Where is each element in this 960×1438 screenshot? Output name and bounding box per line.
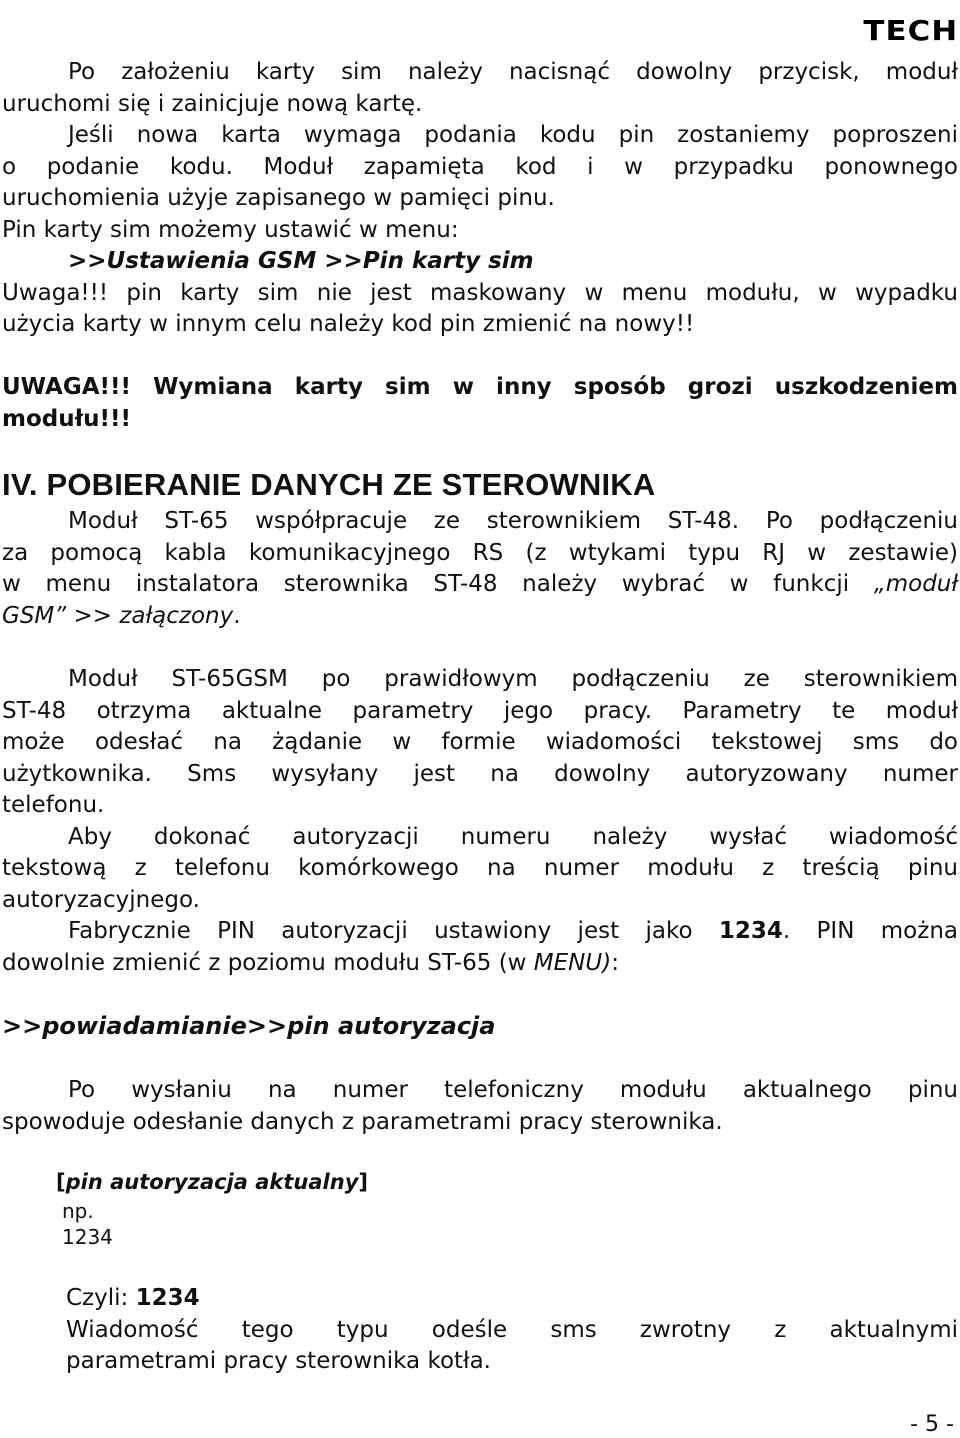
menu-path-text: >>powiadamianie>>pin autoryzacja [2, 1012, 496, 1040]
intro-line: użycia karty w innym celu należy kod pin zmienić na nowy!! [2, 311, 695, 337]
intro-line: Pin karty sim możemy ustawić w menu: [2, 216, 459, 243]
warning-line: modułu!!! [2, 405, 131, 432]
paragraph-text: w menu instalatora sterownika ST-48 należy wybrać w funkcji [2, 571, 874, 597]
paragraph-text-italic: MENU) [533, 949, 612, 976]
intro-line: Jeśli nowa karta wymaga podania kodu pin zostaniemy poproszeni [68, 122, 958, 148]
result-line [66, 1283, 958, 1315]
paragraph-line [2, 569, 958, 601]
paragraph-text: dowolnie zmienić z poziomu modułu ST-65 (w [2, 949, 534, 976]
paragraph-text: . [233, 602, 241, 629]
result-paragraph [66, 1283, 958, 1378]
intro-line: o podanie kodu. Moduł zapamięta kod i w przypadku ponownego [2, 153, 958, 180]
example-np: np. [62, 1199, 94, 1223]
page-number: - 5 - [910, 1412, 954, 1437]
paragraph-line: za pomocą kabla komunikacyjnego RS (z wtykami typu RJ w zestawie) [2, 539, 958, 566]
bracket-open: [ [56, 1170, 66, 1194]
paragraph-line: Po wysłaniu na numer telefoniczny modułu aktualnego pinu [68, 1077, 958, 1103]
paragraph-line [2, 601, 958, 633]
paragraph-text: >> [66, 602, 120, 629]
paragraph-line [2, 948, 958, 980]
paragraph-line: Moduł ST-65GSM po prawidłowym podłączeniu ze sterownikiem [68, 666, 958, 692]
intro-line: Uwaga!!! pin karty sim nie jest maskowany w menu modułu, w wypadku [2, 279, 958, 306]
bracket-close: ] [358, 1170, 368, 1194]
example-label: pin autoryzacja aktualny [65, 1170, 359, 1194]
paragraph-line [2, 916, 958, 948]
paragraph-text: : [611, 949, 619, 976]
paragraph-line: może odesłać na żądanie w formie wiadomości tekstowej sms do [2, 729, 958, 755]
paragraph-line: ST-48 otrzyma aktualne parametry jego pracy. Parametry te moduł [2, 697, 958, 724]
intro-line: uruchomienia użyje zapisanego w pamięci pinu. [2, 185, 555, 211]
paragraph-text-italic: „moduł [873, 571, 958, 597]
intro-line: uruchomi się i zainicjuje nową kartę. [2, 90, 423, 117]
paragraph-text: Fabrycznie PIN autoryzacji ustawiony jest jako [68, 918, 719, 944]
paragraph-text-italic: załączony [119, 602, 234, 629]
paragraph-line: Aby dokonać autoryzacji numeru należy wysłać wiadomość [68, 823, 958, 850]
result-line: parametrami pracy sterownika kotła. [66, 1348, 491, 1374]
paragraph-line: użytkownika. Sms wysyłany jest na dowolny autoryzowany numer [2, 760, 958, 787]
paragraph-line: autoryzacyjnego. [2, 886, 200, 913]
tech-logo: TECH [863, 14, 958, 47]
intro-paragraph [2, 57, 958, 341]
paragraph-line: telefonu. [2, 792, 105, 818]
intro-line: Po założeniu karty sim należy nacisnąć dowolny przycisk, moduł [68, 59, 958, 85]
paragraph-parameters [2, 664, 958, 979]
result-value: 1234 [135, 1285, 200, 1311]
paragraph-line: spowoduje odesłanie danych z parametrami pracy sterownika. [2, 1108, 723, 1135]
paragraph-text: . PIN można [782, 918, 958, 944]
paragraph-text-italic: GSM” [2, 602, 67, 629]
section-title: IV. POBIERANIE DANYCH ZE STEROWNIKA [2, 467, 656, 502]
menu-path-authorization [2, 1011, 958, 1043]
paragraph-line: Moduł ST-65 współpracuje ze sterownikiem ST-48. Po podłączeniu [68, 508, 958, 534]
default-pin: 1234 [718, 918, 783, 944]
result-prefix: Czyli: [66, 1285, 136, 1311]
paragraph-send-pin [2, 1075, 958, 1138]
paragraph-line: tekstową z telefonu komórkowego na numer modułu z treścią pinu [2, 855, 958, 881]
warning-paragraph [2, 372, 958, 435]
result-line: Wiadomość tego typu odeśle sms zwrotny z aktualnymi [66, 1316, 958, 1343]
menu-path-gsm: >>Ustawienia GSM >>Pin karty sim [68, 248, 534, 274]
example-format [56, 1168, 368, 1196]
paragraph-module-connection [2, 506, 958, 632]
example-value: 1234 [62, 1225, 113, 1249]
warning-line: UWAGA!!! Wymiana karty sim w inny sposób grozi uszkodzeniem [2, 374, 958, 400]
